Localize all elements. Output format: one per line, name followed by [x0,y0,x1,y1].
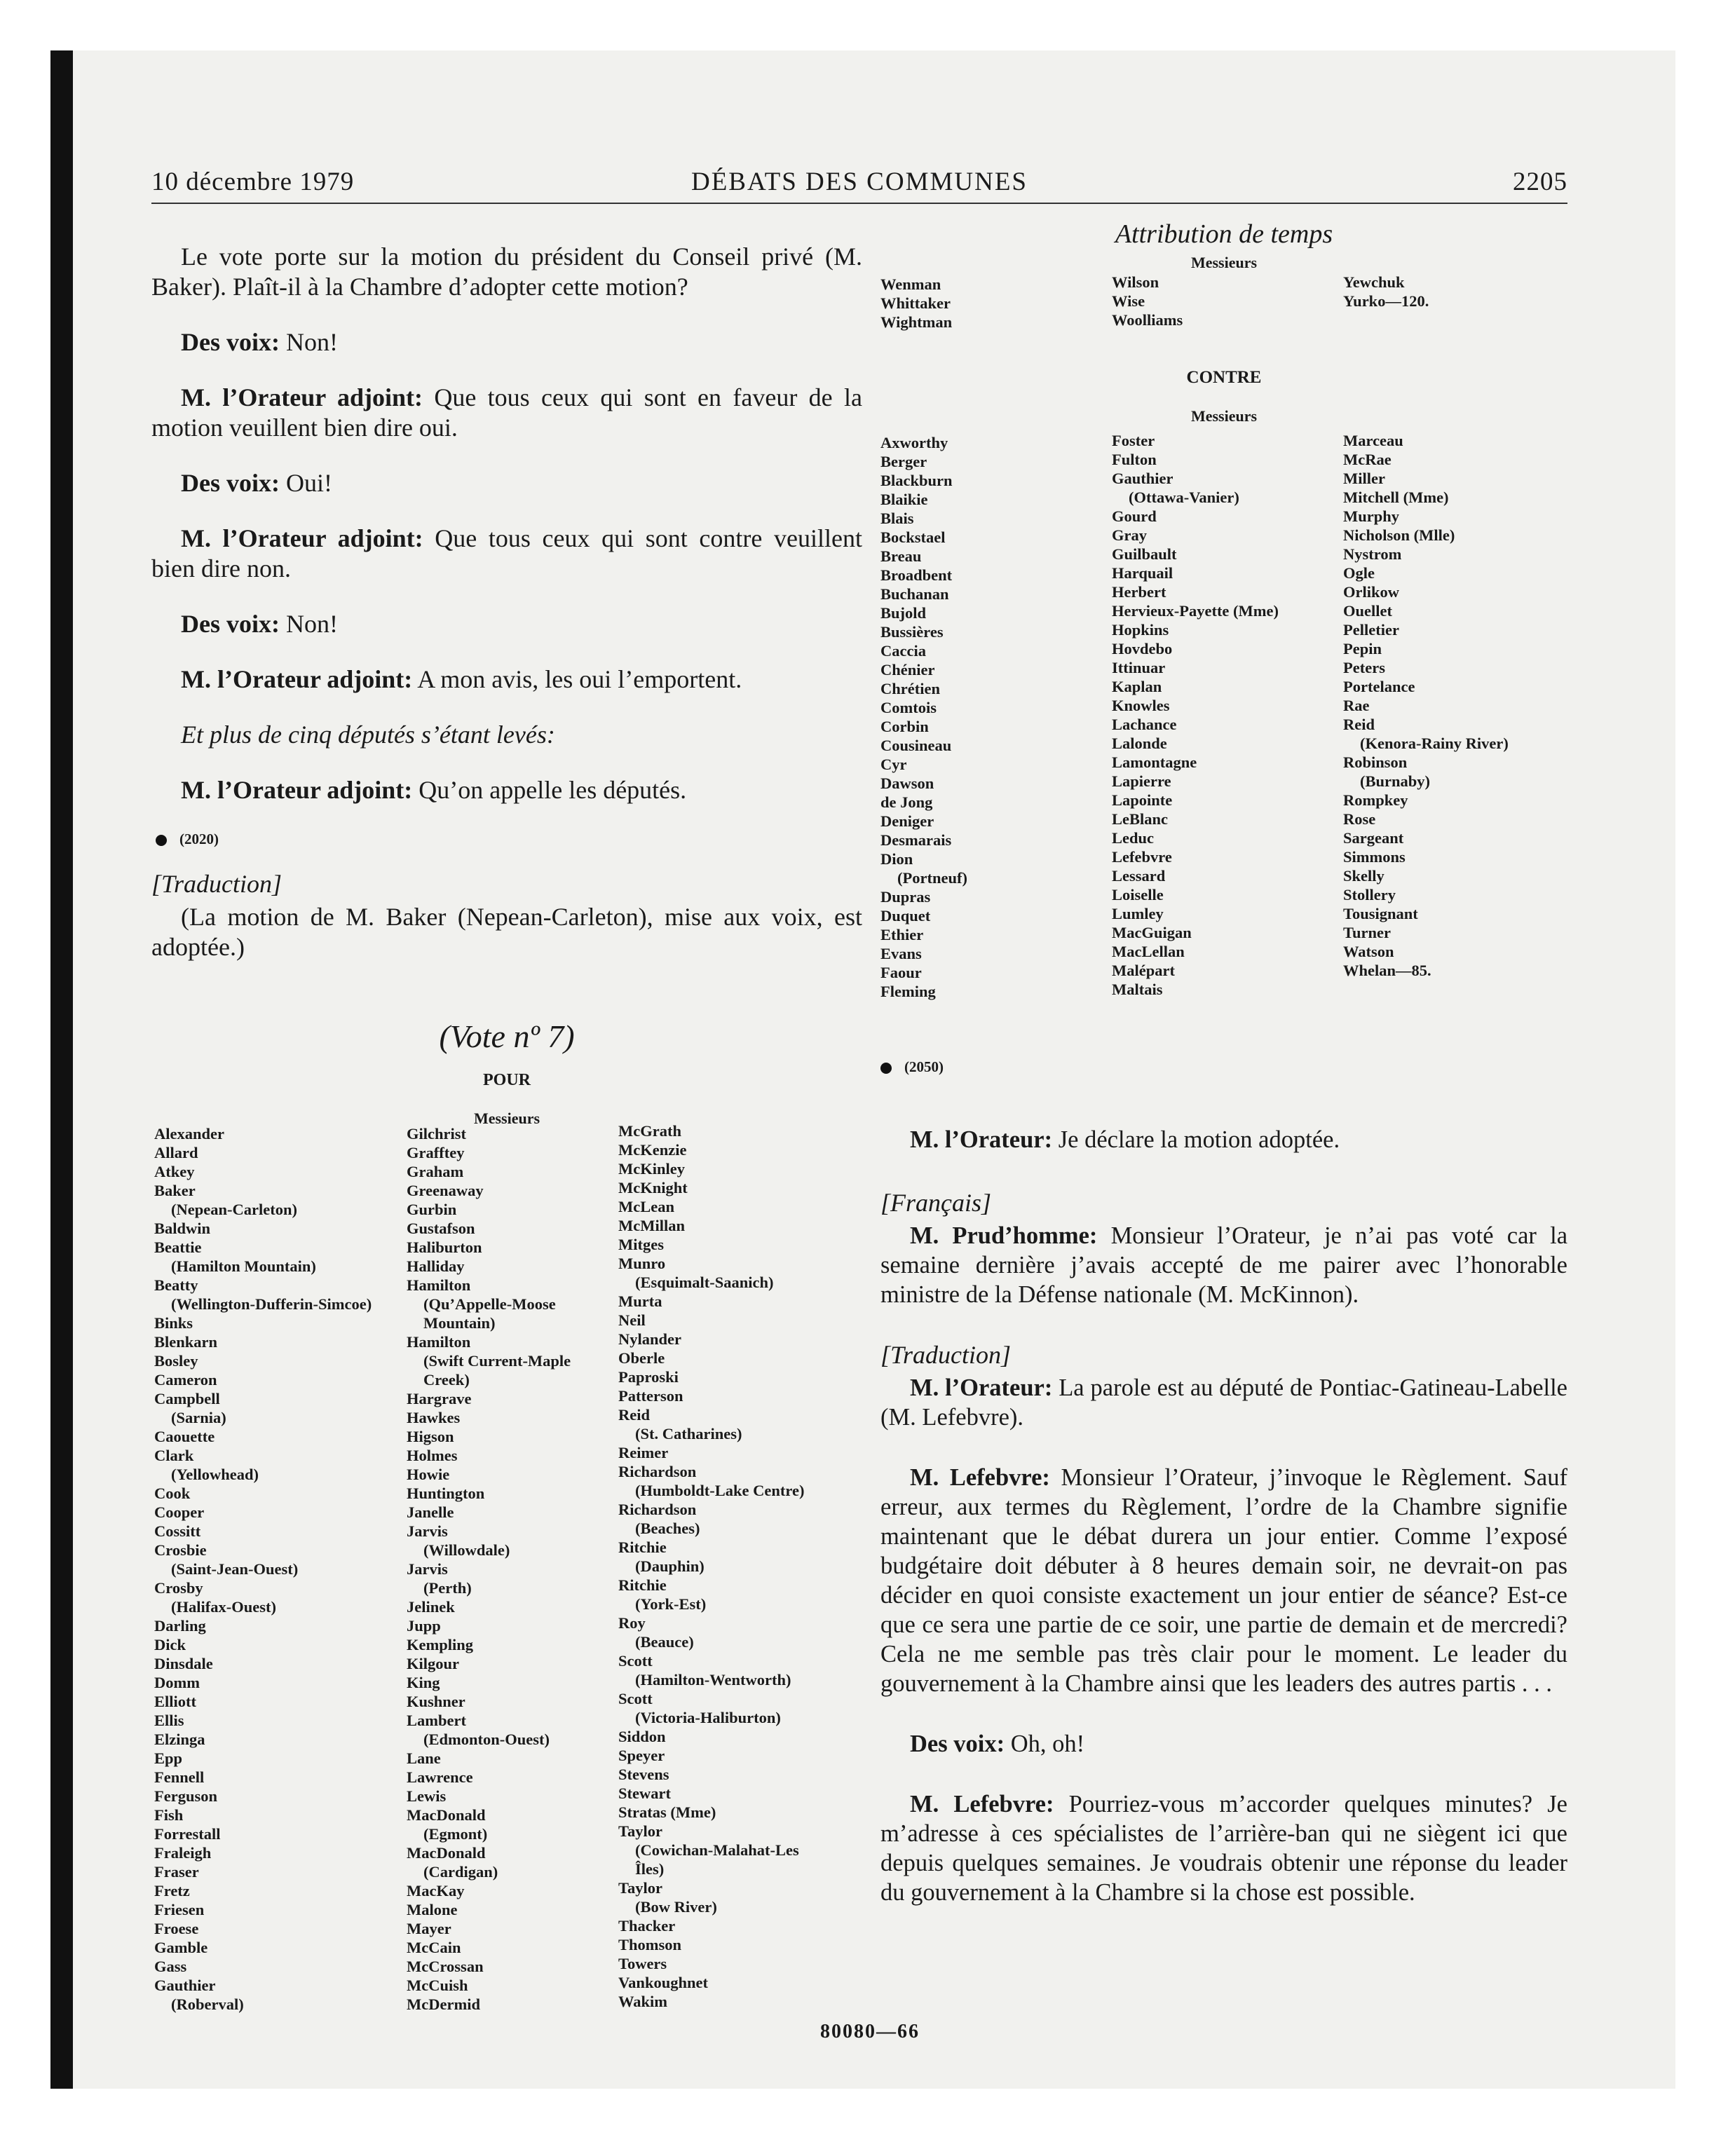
member-name: Cossitt [154,1522,201,1540]
contre-heading: CONTRE [1186,368,1262,387]
member-name: Tousignant [1343,905,1418,922]
member-name: Bujold [880,604,927,622]
paragraph: M. Lefebvre: Pourriez-vous m’accorder quelques minutes? Je m’adresse à ces spécialistes de l’arrière-ban qui ne siègent ici que depuis quelques semaines. Je voudrais obtenir une réponse du leader du gouvernement à la Chambre si la chose est possible. [880,1791,1567,1906]
member-name: Friesen [154,1901,205,1918]
member-name: Miller [1343,470,1385,487]
member-name: Murphy [1343,507,1400,525]
paragraph: M. l’Orateur: Je déclare la motion adoptée. [910,1126,1340,1153]
member-name: Fraser [154,1863,199,1881]
member-name: Beatty [154,1276,198,1294]
speaker: M. Lefebvre: [910,1464,1050,1491]
member-name: (Kenora-Rainy River) [1360,735,1509,752]
member-name: Mayer [407,1920,451,1937]
member-name: Speyer [618,1747,665,1764]
header-page-number: 2205 [1513,168,1567,196]
pour-cont-column-2 [1112,273,1183,329]
member-name: (Egmont) [423,1825,488,1843]
member-name: Dupras [880,888,931,906]
member-name: Caouette [154,1428,215,1445]
member-name: Watson [1343,943,1394,960]
member-name: Greenaway [407,1182,484,1199]
member-name: (Humboldt-Lake Centre) [635,1482,805,1499]
member-name: Whittaker [880,294,951,312]
contre-names-column-1 [880,433,967,1001]
member-name: Cooper [154,1503,205,1521]
member-name: Kilgour [407,1655,460,1672]
member-name: Corbin [880,718,929,735]
member-name: MacKay [407,1882,465,1899]
member-name: Orlikow [1343,583,1400,601]
member-name: Huntington [407,1485,485,1502]
member-name: Lawrence [407,1768,473,1786]
member-name: Holmes [407,1447,458,1464]
member-name: Baldwin [154,1220,211,1237]
member-name: de Jong [880,793,933,811]
member-name: McCain [407,1939,461,1956]
member-name: Nystrom [1343,545,1402,563]
paragraph: M. l’Orateur adjoint: Qu’on appelle les députés. [181,776,687,804]
member-name: Lapierre [1112,772,1171,790]
member-name: (Willowdale) [423,1541,510,1559]
member-name: Siddon [618,1728,666,1745]
member-name: Grafftey [407,1144,465,1161]
member-name: Faour [880,964,922,981]
paragraph: M. Lefebvre: Monsieur l’Orateur, j’invoque le Règlement. Sauf erreur, aux termes du Règlement, l’ordre de la Chambre signifie maintenant que le débat durera un jour entier. Comme l’exposé budgétaire doit débuter à 8 heures demain soir, ne devrait-on pas décider en quoi consiste exactement un jour entier de séance? Est-ce que ce sera une partie de ce soir, une partie de demain et de mercredi? Cela ne me semble pas très clair pour le moment. Le leader du gouvernement à la Chambre ainsi que les leaders des autres partis . . . [880,1464,1567,1697]
member-name: Ellis [154,1712,184,1729]
paragraph: M. l’Orateur adjoint: A mon avis, les oui l’emportent. [181,665,742,693]
vote-title: (Vote nº 7) [439,1018,575,1054]
language-marker: [Traduction] [151,870,283,898]
member-name: Marceau [1343,432,1403,449]
member-name: Robinson [1343,753,1408,771]
member-name: Mitchell (Mme) [1343,489,1449,506]
member-name: (Hamilton-Wentworth) [635,1671,791,1688]
member-name: Turner [1343,924,1391,941]
member-name: Nylander [618,1330,681,1348]
member-name: Rae [1343,697,1370,714]
header-rule [151,203,1567,204]
member-name: Bussières [880,623,944,641]
member-name: Kaplan [1112,678,1162,695]
member-name: Hopkins [1112,621,1169,639]
member-name: (Beauce) [635,1633,694,1651]
speaker: M. l’Orateur adjoint: [181,383,423,411]
stage-direction: Et plus de cinq députés s’étant levés: [181,721,555,749]
member-name: Froese [154,1920,199,1937]
member-name: (Saint-Jean-Ouest) [171,1560,299,1578]
member-name: Wakim [618,1993,668,2010]
member-name: Paproski [618,1368,679,1386]
member-name: (Victoria-Haliburton) [635,1709,781,1726]
member-name: Allard [154,1144,198,1161]
header-date: 10 décembre 1979 [151,168,355,196]
member-name: Chrétien [880,680,940,697]
member-name: Bosley [154,1352,198,1370]
member-name: Leduc [1112,829,1155,847]
speaker: Des voix: [181,469,280,497]
member-name: Chénier [880,661,935,678]
member-name: MacLellan [1112,943,1185,960]
speaker: M. l’Orateur adjoint: [181,776,413,804]
member-name: Vankoughnet [618,1974,708,1991]
member-name: (Portneuf) [897,869,967,887]
member-name: Ritchie [618,1538,667,1556]
member-name: Murta [618,1292,662,1310]
member-name: Gourd [1112,507,1157,525]
member-name: (Sarnia) [171,1409,226,1426]
member-name: Epp [154,1749,183,1767]
member-name: Mountain) [423,1314,496,1332]
member-name: Harquail [1112,564,1173,582]
page-header [151,167,1567,200]
member-name: (Roberval) [171,1995,244,2013]
member-name: Lalonde [1112,735,1167,752]
member-name: Kempling [407,1636,474,1653]
member-name: (Qu’Appelle-Moose [423,1295,556,1313]
member-name: Stevens [618,1766,669,1783]
member-name: Rose [1343,810,1376,828]
member-name: Lachance [1112,716,1177,733]
member-name: Dawson [880,775,934,792]
member-name: Lapointe [1112,791,1173,809]
member-name: Ferguson [154,1787,217,1805]
language-marker: [Traduction] [880,1341,1012,1369]
member-name: Fish [154,1806,184,1824]
member-name: Reimer [618,1444,669,1461]
member-name: Kushner [407,1693,465,1710]
member-name: Gray [1112,526,1147,544]
member-name: Beattie [154,1239,202,1256]
member-name: (St. Catharines) [635,1425,742,1442]
member-name: (Ottawa-Vanier) [1129,489,1239,506]
member-name: Fennell [154,1768,205,1786]
pour-cont-column-1 [880,275,952,332]
member-name: Lane [407,1749,441,1767]
member-name: (York-Est) [635,1595,707,1613]
member-name: Reid [1343,716,1375,733]
member-name: Buchanan [880,585,949,603]
member-name: Desmarais [880,831,952,849]
member-name: (Yellowhead) [171,1466,259,1483]
member-name: Thacker [618,1917,676,1935]
member-name: Gauthier [1112,470,1173,487]
member-name: Îles) [635,1860,665,1878]
member-name: Bockstael [880,528,946,546]
member-name: Berger [880,453,927,470]
paragraph: M. l’Orateur adjoint: Que tous ceux qui sont en faveur de la motion veuillent bien dire oui. [151,383,862,442]
member-name: Lefebvre [1112,848,1172,866]
time-marker: (2020) [156,831,862,848]
member-name: Crosby [154,1579,203,1597]
member-name: Lessard [1112,867,1166,885]
member-name: Yewchuk [1343,273,1405,291]
member-name: Peters [1343,659,1385,676]
member-name: Hovdebo [1112,640,1173,657]
member-name: Elzinga [154,1731,205,1748]
member-name: McKnight [618,1179,688,1196]
member-name: Reid [618,1406,650,1424]
member-name: Evans [880,945,922,962]
member-name: Campbell [154,1390,220,1407]
member-name: Whelan—85. [1343,962,1431,979]
member-name: Hamilton [407,1333,471,1351]
member-name: Richardson [618,1501,697,1518]
speaker: M. Prud’homme: [910,1222,1098,1249]
member-name: Janelle [407,1503,454,1521]
member-name: Higson [407,1428,454,1445]
member-name: (Swift Current-Maple [423,1352,571,1370]
member-name: Elliott [154,1693,196,1710]
member-name: Pepin [1343,640,1382,657]
member-name: Stollery [1343,886,1396,903]
member-name: McCuish [407,1977,468,1994]
member-name: Dion [880,850,913,868]
member-name: Malone [407,1901,458,1918]
member-name: Dick [154,1636,186,1653]
member-name: Hervieux-Payette (Mme) [1112,602,1279,620]
page-footer-code: 80080—66 [820,2021,920,2042]
member-name: Fretz [154,1882,190,1899]
member-name: Howie [407,1466,450,1483]
member-name: Wightman [880,313,953,331]
member-name: Blackburn [880,472,953,489]
scan-edge [50,50,73,2089]
member-name: Rompkey [1343,791,1408,809]
member-name: Clark [154,1447,194,1464]
member-name: Knowles [1112,697,1170,714]
member-name: Mitges [618,1236,664,1253]
language-marker: [Français] [880,1189,992,1217]
member-name: (Dauphin) [635,1557,705,1575]
member-name: Fleming [880,983,936,1000]
member-name: Skelly [1343,867,1384,885]
member-name: Halliday [407,1257,465,1275]
member-name: Wenman [880,275,941,293]
member-name: Broadbent [880,566,953,584]
speaker: Des voix: [181,610,280,638]
member-name: Lamontagne [1112,753,1197,771]
member-name: MacDonald [407,1806,486,1824]
paragraph: M. l’Orateur: La parole est au député de Pontiac-Gatineau-Labelle (M. Lefebvre). [880,1374,1567,1431]
member-name: Gamble [154,1939,208,1956]
member-name: Malépart [1112,962,1175,979]
member-name: (Edmonton-Ouest) [423,1731,550,1748]
member-name: Jelinek [407,1598,455,1616]
time-marker: (2050) [880,1058,944,1076]
member-name: McKinley [618,1160,685,1178]
member-name: King [407,1674,440,1691]
member-name: Dinsdale [154,1655,213,1672]
member-name: (Beaches) [635,1520,700,1537]
right-column-text [880,1125,1567,1932]
member-name: Woolliams [1112,311,1183,329]
member-name: Portelance [1343,678,1415,695]
member-name: Pelletier [1343,621,1399,639]
member-name: Alexander [154,1125,224,1142]
paragraph: Des voix: Oui! [181,469,332,497]
member-name: Jarvis [407,1522,448,1540]
member-name: Hargrave [407,1390,472,1407]
member-name: Forrestall [154,1825,221,1843]
member-name: McDermid [407,1995,480,2013]
member-name: Stewart [618,1785,671,1802]
member-name: (Cowichan-Malahat-Les [635,1841,799,1859]
member-name: Sargeant [1343,829,1404,847]
paragraph: (La motion de M. Baker (Nepean-Carleton), mise aux voix, est adoptée.) [151,903,862,961]
vote-messieurs-heading: Messieurs [473,1110,540,1127]
member-name: (Cardigan) [423,1863,498,1881]
paragraph: M. Prud’homme: Monsieur l’Orateur, je n’ai pas voté car la semaine dernière j’avais accepté de me pairer avec l’honorable ministre de la Défense nationale (M. McKinnon). [880,1222,1568,1308]
member-name: Graham [407,1163,464,1180]
member-name: MacDonald [407,1844,486,1862]
member-name: (Nepean-Carleton) [171,1201,297,1218]
member-name: Axworthy [880,434,948,451]
member-name: Breau [880,547,922,565]
member-name: Stratas (Mme) [618,1803,716,1821]
member-name: Lambert [407,1712,466,1729]
member-name: Cameron [154,1371,217,1389]
member-name: Maltais [1112,981,1163,998]
member-name: Creek) [423,1371,470,1389]
member-name: Herbert [1112,583,1166,601]
member-name: McMillan [618,1217,685,1234]
member-name: Crosbie [154,1541,207,1559]
member-name: Munro [618,1255,666,1272]
paragraph: Des voix: Oh, oh! [910,1731,1085,1757]
member-name: Hamilton [407,1276,471,1294]
speaker: Des voix: [181,328,280,356]
speaker: M. l’Orateur adjoint: [181,524,423,552]
member-name: McRae [1343,451,1392,468]
paragraph: Des voix: Non! [181,610,338,638]
pour-names-column-3 [618,1121,804,2011]
member-name: (Bow River) [635,1898,717,1916]
member-name: McLean [618,1198,674,1215]
member-name: MacGuigan [1112,924,1192,941]
member-name: Loiselle [1112,886,1164,903]
contre-names-column-2 [1112,431,1279,999]
bullet-icon [880,1063,892,1074]
member-name: Simmons [1343,848,1406,866]
member-name: Gass [154,1958,187,1975]
member-name: Roy [618,1614,646,1632]
member-name: Cook [154,1485,191,1502]
member-name: LeBlanc [1112,810,1169,828]
messieurs-heading: Messieurs [1190,254,1258,271]
member-name: Foster [1112,432,1155,449]
attribution-title: Attribution de temps [1115,219,1333,249]
paragraph: M. l’Orateur adjoint: Que tous ceux qui sont contre veuillent bien dire non. [151,524,862,582]
member-name: Taylor [618,1822,662,1840]
member-name: Jupp [407,1617,441,1635]
member-name: Cyr [880,756,907,773]
pour-cont-column-3 [1343,273,1429,311]
left-column [151,242,862,988]
member-name: (Esquimalt-Saanich) [635,1274,774,1291]
speaker: Des voix: [910,1731,1005,1757]
member-name: Gilchrist [407,1125,466,1142]
member-name: Deniger [880,812,934,830]
paragraph: Le vote porte sur la motion du président du Conseil privé (M. Baker). Plaît-il à la Chambre d’adopter cette motion? [151,243,862,301]
speaker: M. l’Orateur: [910,1126,1053,1153]
member-name: Gustafson [407,1220,475,1237]
bullet-icon [156,835,167,846]
member-name: Scott [618,1652,653,1670]
member-name: Duquet [880,907,931,925]
member-name: Binks [154,1314,193,1332]
member-name: Lumley [1112,905,1164,922]
header-title: DÉBATS DES COMMUNES [690,168,1028,196]
member-name: Ritchie [618,1576,667,1594]
member-name: Ouellet [1343,602,1392,620]
member-name: (Perth) [423,1579,472,1597]
member-name: Wilson [1112,273,1159,291]
member-name: Gurbin [407,1201,457,1218]
member-name: Guilbault [1112,545,1177,563]
speaker: M. Lefebvre: [910,1791,1054,1817]
member-name: Domm [154,1674,200,1691]
member-name: Patterson [618,1387,683,1405]
member-name: Thomson [618,1936,682,1953]
member-name: Ethier [880,926,924,943]
member-name: Gauthier [154,1977,216,1994]
speaker: M. l’Orateur: [910,1374,1053,1401]
member-name: Jarvis [407,1560,448,1578]
messieurs-heading: Messieurs [1190,407,1258,425]
member-name: Fulton [1112,451,1157,468]
member-name: Caccia [880,642,926,660]
pour-names-column-2 [407,1124,571,2014]
member-name: Cousineau [880,737,952,754]
member-name: Darling [154,1617,206,1635]
member-name: Blais [880,510,914,527]
member-name: Haliburton [407,1239,482,1256]
member-name: Nicholson (Mlle) [1343,526,1455,544]
member-name: (Hamilton Mountain) [171,1257,316,1275]
member-name: McCrossan [407,1958,484,1975]
member-name: Scott [618,1690,653,1707]
member-name: (Halifax-Ouest) [171,1598,276,1616]
vote-pour-heading: POUR [483,1071,531,1089]
speaker: M. l’Orateur adjoint: [181,665,413,693]
member-name: Yurko—120. [1343,292,1429,310]
member-name: Comtois [880,699,937,716]
paragraph: Des voix: Non! [181,328,338,356]
member-name: Baker [154,1182,196,1199]
member-name: McGrath [618,1122,681,1140]
member-name: Richardson [618,1463,697,1480]
member-name: Hawkes [407,1409,461,1426]
member-name: McKenzie [618,1141,687,1159]
pour-names-column-1 [154,1124,372,2014]
contre-names-column-3 [1343,431,1509,980]
member-name: (Wellington-Dufferin-Simcoe) [171,1295,372,1313]
member-name: Wise [1112,292,1145,310]
member-name: Atkey [154,1163,195,1180]
member-name: Ittinuar [1112,659,1166,676]
member-name: Neil [618,1311,646,1329]
member-name: Taylor [618,1879,662,1897]
member-name: Blaikie [880,491,928,508]
member-name: Towers [618,1955,667,1972]
member-name: (Burnaby) [1360,772,1431,790]
member-name: Ogle [1343,564,1375,582]
member-name: Fraleigh [154,1844,212,1862]
member-name: Lewis [407,1787,447,1805]
member-name: Blenkarn [154,1333,218,1351]
member-name: Oberle [618,1349,665,1367]
